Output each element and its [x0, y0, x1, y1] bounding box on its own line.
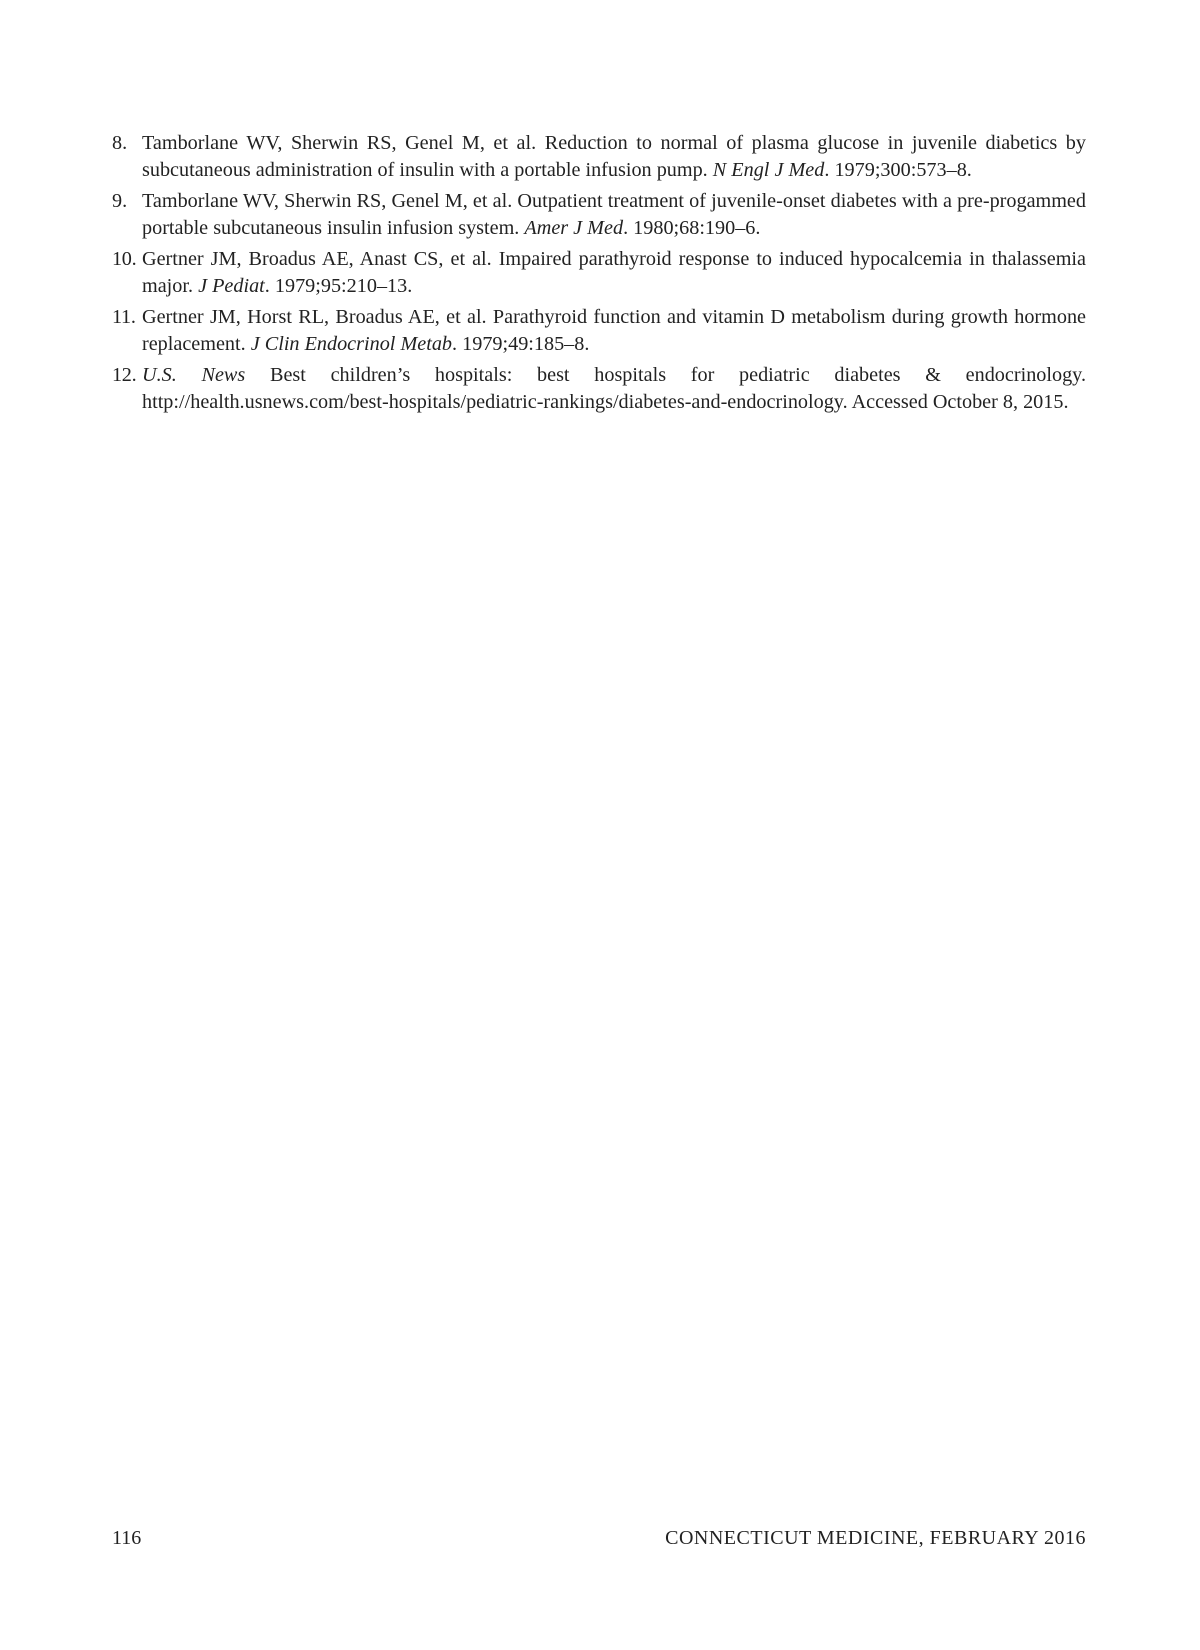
- reference-item-11: [112, 304, 1086, 358]
- reference-number: 10.: [112, 248, 137, 270]
- reference-text: Best children’s hospitals: best hospitals for pediatric diabetes & endocrinology. http://health.usnews.com/best-hospitals/pediatric-rankings/diabetes-and-endocrinology. Accessed October 8, 2015.: [142, 364, 1087, 413]
- reference-item-10: [112, 246, 1086, 300]
- reference-list: [112, 130, 1086, 420]
- page-footer: [112, 1527, 1086, 1557]
- reference-text: Tamborlane WV, Sherwin RS, Genel M, et al. Outpatient treatment of juvenile-onset diabetes with a pre-progammed portable subcutaneous insulin infusion system.: [142, 190, 1086, 239]
- reference-number: 8.: [112, 132, 128, 154]
- reference-citation: . 1979;300:573–8.: [824, 159, 972, 181]
- reference-number: 9.: [112, 190, 128, 212]
- reference-journal: J Clin Endocrinol Metab: [250, 333, 453, 355]
- reference-citation: . 1979;49:185–8.: [452, 333, 590, 355]
- reference-journal: J Pediat: [198, 275, 265, 297]
- reference-text: Tamborlane WV, Sherwin RS, Genel M, et al. Reduction to normal of plasma glucose in juvenile diabetics by subcutaneous administration of insulin with a portable infusion pump.: [142, 132, 1086, 181]
- reference-text: Gertner JM, Horst RL, Broadus AE, et al. Parathyroid function and vitamin D metabolism during growth hormone replacement.: [142, 306, 1086, 355]
- reference-journal: N Engl J Med: [712, 159, 825, 181]
- reference-item-12: [112, 362, 1086, 416]
- reference-journal: Amer J Med: [524, 217, 624, 239]
- reference-number: 11.: [112, 306, 136, 328]
- reference-text: Gertner JM, Broadus AE, Anast CS, et al. Impaired parathyroid response to induced hypocalcemia in thalassemia major.: [142, 248, 1086, 297]
- reference-item-9: [112, 188, 1086, 242]
- journal-issue: CONNECTICUT MEDICINE, FEBRUARY 2016: [665, 1527, 1086, 1549]
- reference-item-8: [112, 130, 1086, 184]
- page-number: 116: [112, 1527, 142, 1549]
- reference-journal: U.S. News: [142, 364, 246, 386]
- reference-number: 12.: [112, 364, 137, 386]
- reference-citation: . 1980;68:190–6.: [623, 217, 761, 239]
- reference-citation: . 1979;95:210–13.: [264, 275, 413, 297]
